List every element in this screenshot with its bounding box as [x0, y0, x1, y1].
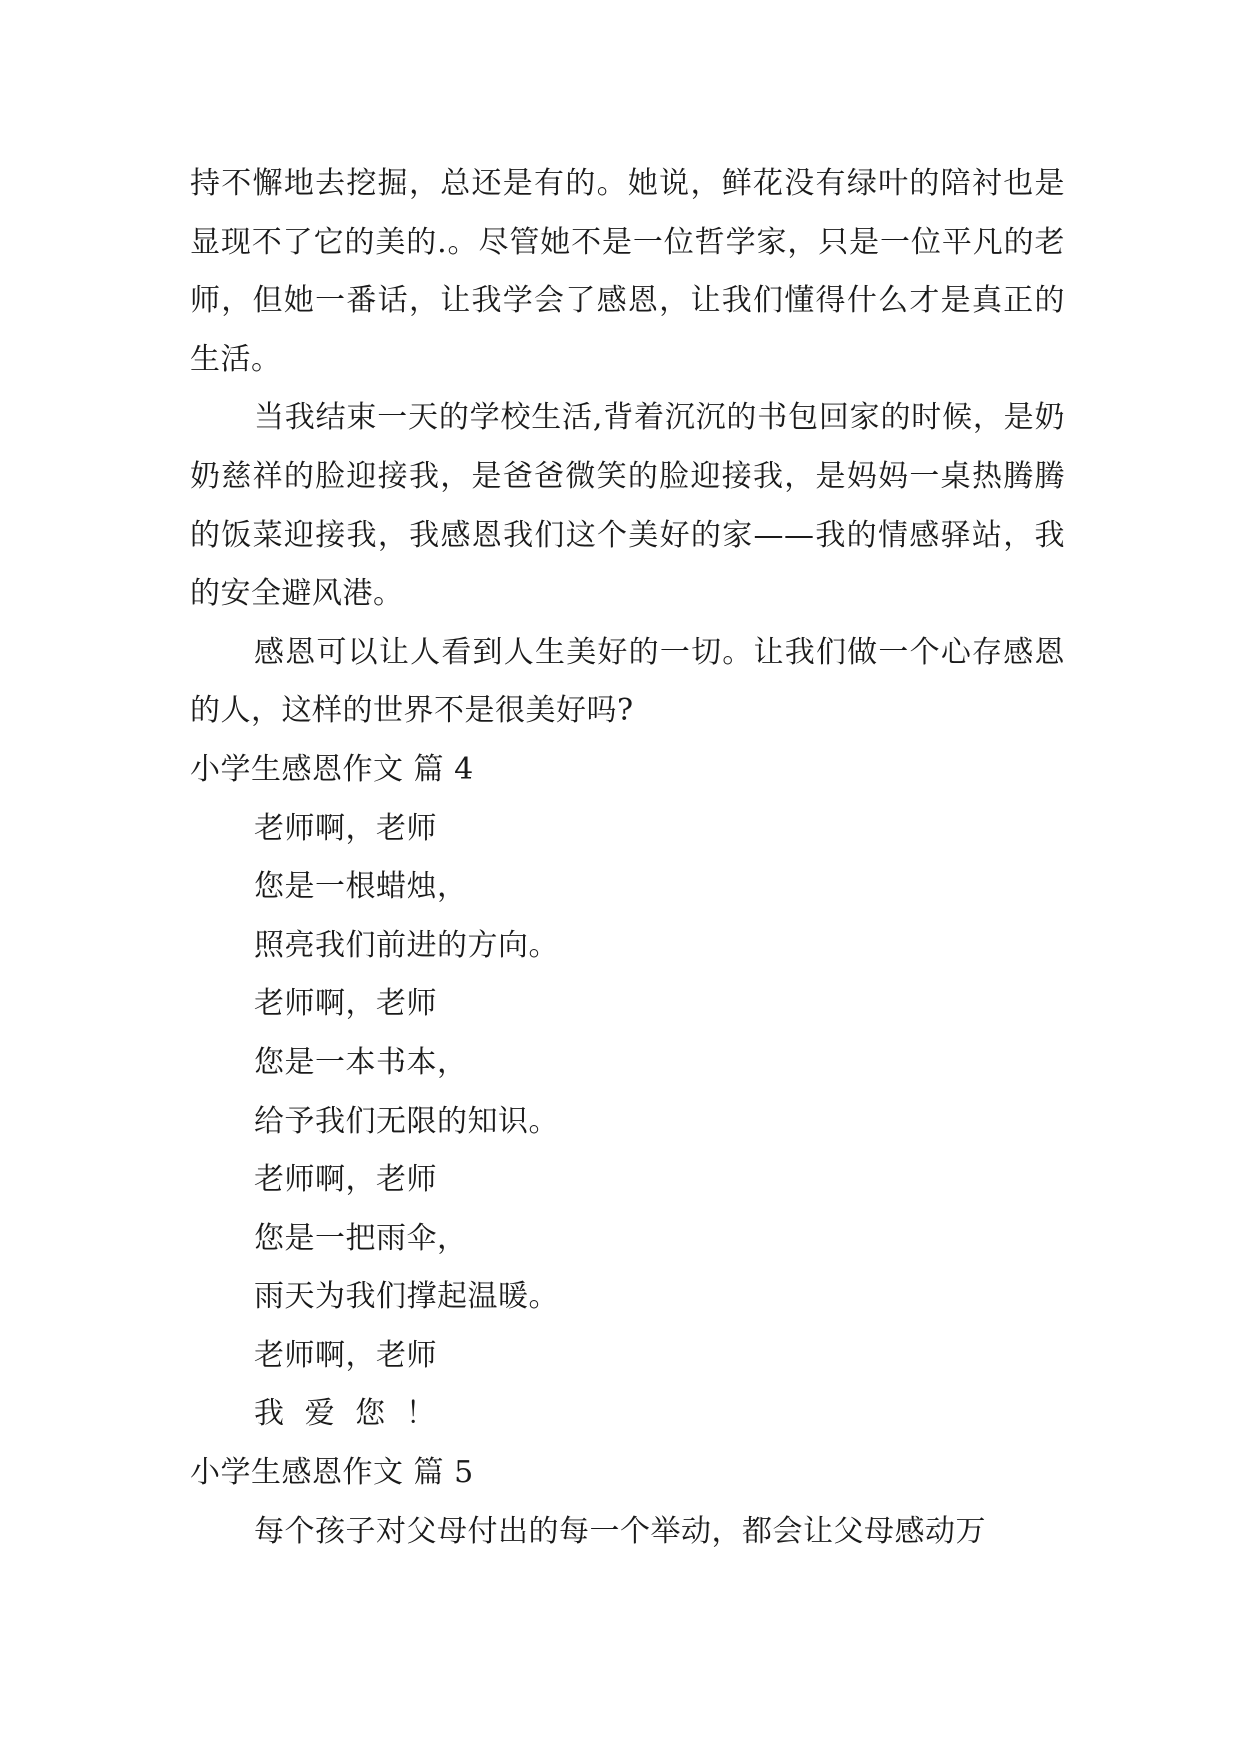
document-body	[190, 155, 1065, 1561]
poem-line: 给予我们无限的知识。	[254, 1103, 559, 1139]
poem-line: 照亮我们前进的方向。	[254, 927, 559, 963]
section-5-heading: 小学生感恩作文 篇 5	[190, 1455, 474, 1491]
paragraph-continued: 持不懈地去挖掘，总还是有的。她说，鲜花没有绿叶的陪衬也是显现不了它的美的.。尽管她不是一位哲学家，只是一位平凡的老师，但她一番话，让我学会了感恩，让我们懂得什么才是真正的生活。	[190, 166, 1065, 377]
poem-line: 您是一本书本，	[254, 1044, 468, 1080]
poem-line: 雨天为我们撑起温暖。	[254, 1279, 559, 1315]
poem-line: 您是一根蜡烛，	[254, 869, 468, 905]
poem-line: 您是一把雨伞，	[254, 1220, 468, 1256]
poem-line: 老师啊，老师	[254, 810, 437, 846]
paragraph-gratitude: 感恩可以让人看到人生美好的一切。让我们做一个心存感恩的人，这样的世界不是很美好吗?	[190, 634, 1065, 729]
section-4-heading: 小学生感恩作文 篇 4	[190, 751, 474, 787]
poem-line: 老师啊，老师	[254, 1162, 437, 1198]
poem-line: 我 爱 您 ！	[254, 1396, 437, 1432]
poem-line: 老师啊，老师	[254, 986, 437, 1022]
poem-line: 老师啊，老师	[254, 1337, 437, 1373]
section-5-paragraph: 每个孩子对父母付出的每一个举动，都会让父母感动万	[254, 1513, 986, 1549]
paragraph-family: 当我结束一天的学校生活,背着沉沉的书包回家的时候，是奶奶慈祥的脸迎接我，是爸爸微笑的脸迎接我，是妈妈一桌热腾腾的饭菜迎接我，我感恩我们这个美好的家——我的情感驿站，我的安全避风港。	[190, 400, 1065, 612]
